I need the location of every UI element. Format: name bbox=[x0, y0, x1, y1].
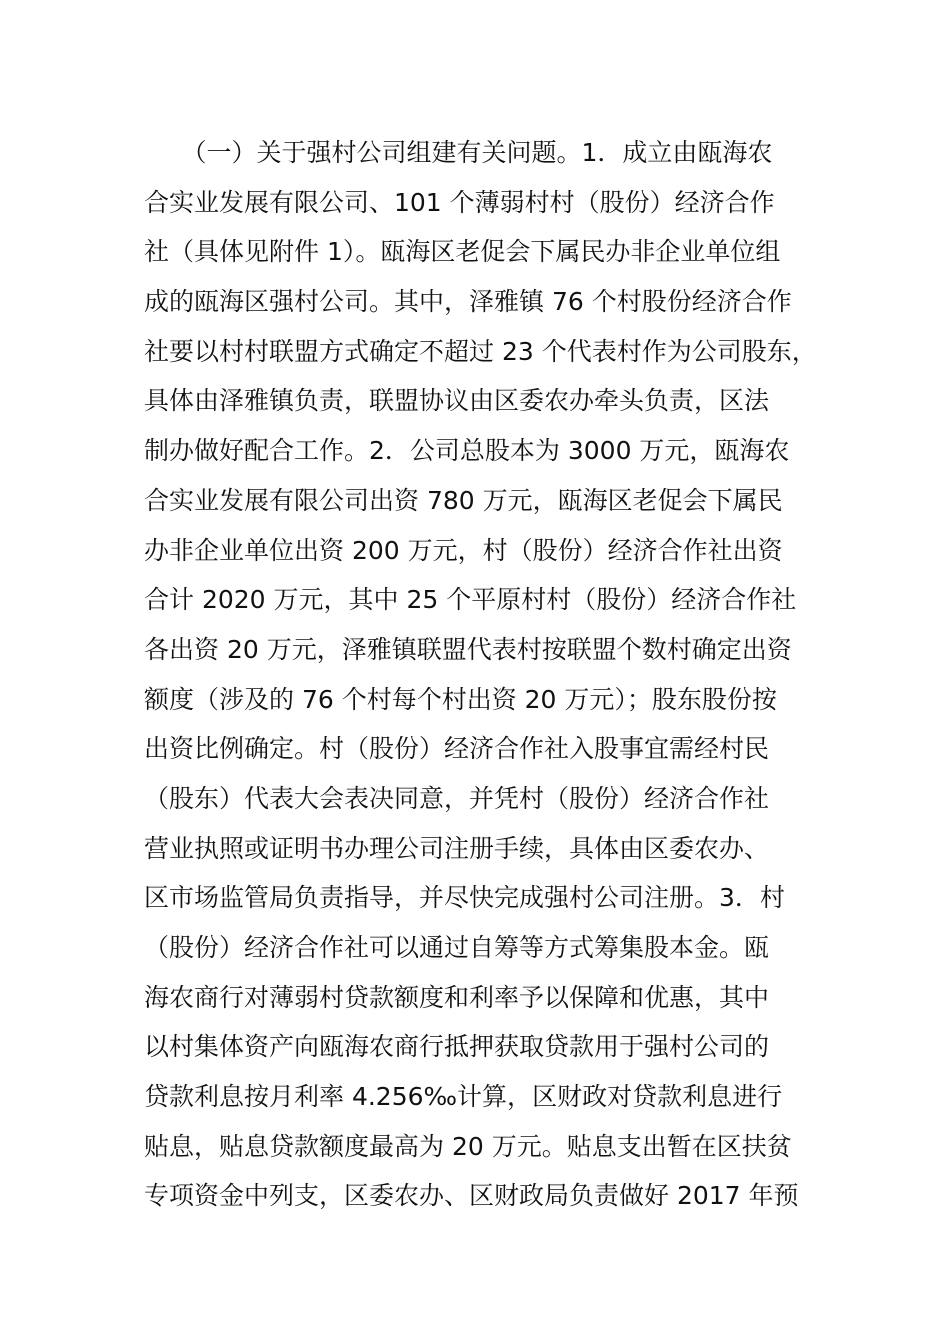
text-line: 社要以村村联盟方式确定不超过 23 个代表村作为公司股东， bbox=[144, 336, 817, 366]
text-line: 区市场监管局负责指导，并尽快完成强村公司注册。3．村 bbox=[144, 883, 785, 913]
text-line: 具体由泽雅镇负责，联盟协议由区委农办牵头负责，区法 bbox=[144, 386, 770, 416]
text-line: 社（具体见附件 1）。瓯海区老促会下属民办非企业单位组 bbox=[144, 237, 781, 267]
text-line: 成的瓯海区强村公司。其中，泽雅镇 76 个村股份经济合作 bbox=[144, 287, 792, 317]
text-line: （一）关于强村公司组建有关问题。1．成立由瓯海农 bbox=[144, 138, 773, 167]
text-line: 合计 2020 万元，其中 25 个平原村村（股份）经济合作社 bbox=[144, 585, 797, 615]
text-line: 专项资金中列支，区委农办、区财政局负责做好 2017 年预 bbox=[144, 1181, 799, 1211]
text-line: 合实业发展有限公司出资 780 万元，瓯海区老促会下属民 bbox=[144, 485, 783, 515]
text-line: 额度（涉及的 76 个村每个村出资 20 万元）；股东股份按 bbox=[144, 684, 777, 714]
text-line: （股东）代表大会表决同意，并凭村（股份）经济合作社 bbox=[144, 783, 770, 813]
text-line: 出资比例确定。村（股份）经济合作社入股事宜需经村民 bbox=[144, 734, 770, 764]
text-line: 制办做好配合工作。2．公司总股本为 3000 万元，瓯海农 bbox=[144, 436, 790, 466]
body-paragraph bbox=[144, 128, 834, 1221]
text-line: 营业执照或证明书办理公司注册手续，具体由区委农办、 bbox=[144, 833, 770, 863]
text-line: 办非企业单位出资 200 万元，村（股份）经济合作社出资 bbox=[144, 535, 783, 565]
text-line: 海农商行对薄弱村贷款额度和利率予以保障和优惠，其中 bbox=[144, 982, 770, 1012]
text-line: 贴息，贴息贷款额度最高为 20 万元。贴息支出暂在区扶贫 bbox=[144, 1131, 792, 1161]
text-line: （股份）经济合作社可以通过自筹等方式筹集股本金。瓯 bbox=[144, 933, 770, 962]
text-line: 以村集体资产向瓯海农商行抵押获取贷款用于强村公司的 bbox=[144, 1032, 770, 1062]
text-line: 贷款利息按月利率 4.256‰计算，区财政对贷款利息进行 bbox=[144, 1082, 783, 1112]
text-line: 各出资 20 万元，泽雅镇联盟代表村按联盟个数村确定出资 bbox=[144, 634, 792, 664]
text-line: 合实业发展有限公司、101 个薄弱村村（股份）经济合作 bbox=[144, 187, 775, 217]
